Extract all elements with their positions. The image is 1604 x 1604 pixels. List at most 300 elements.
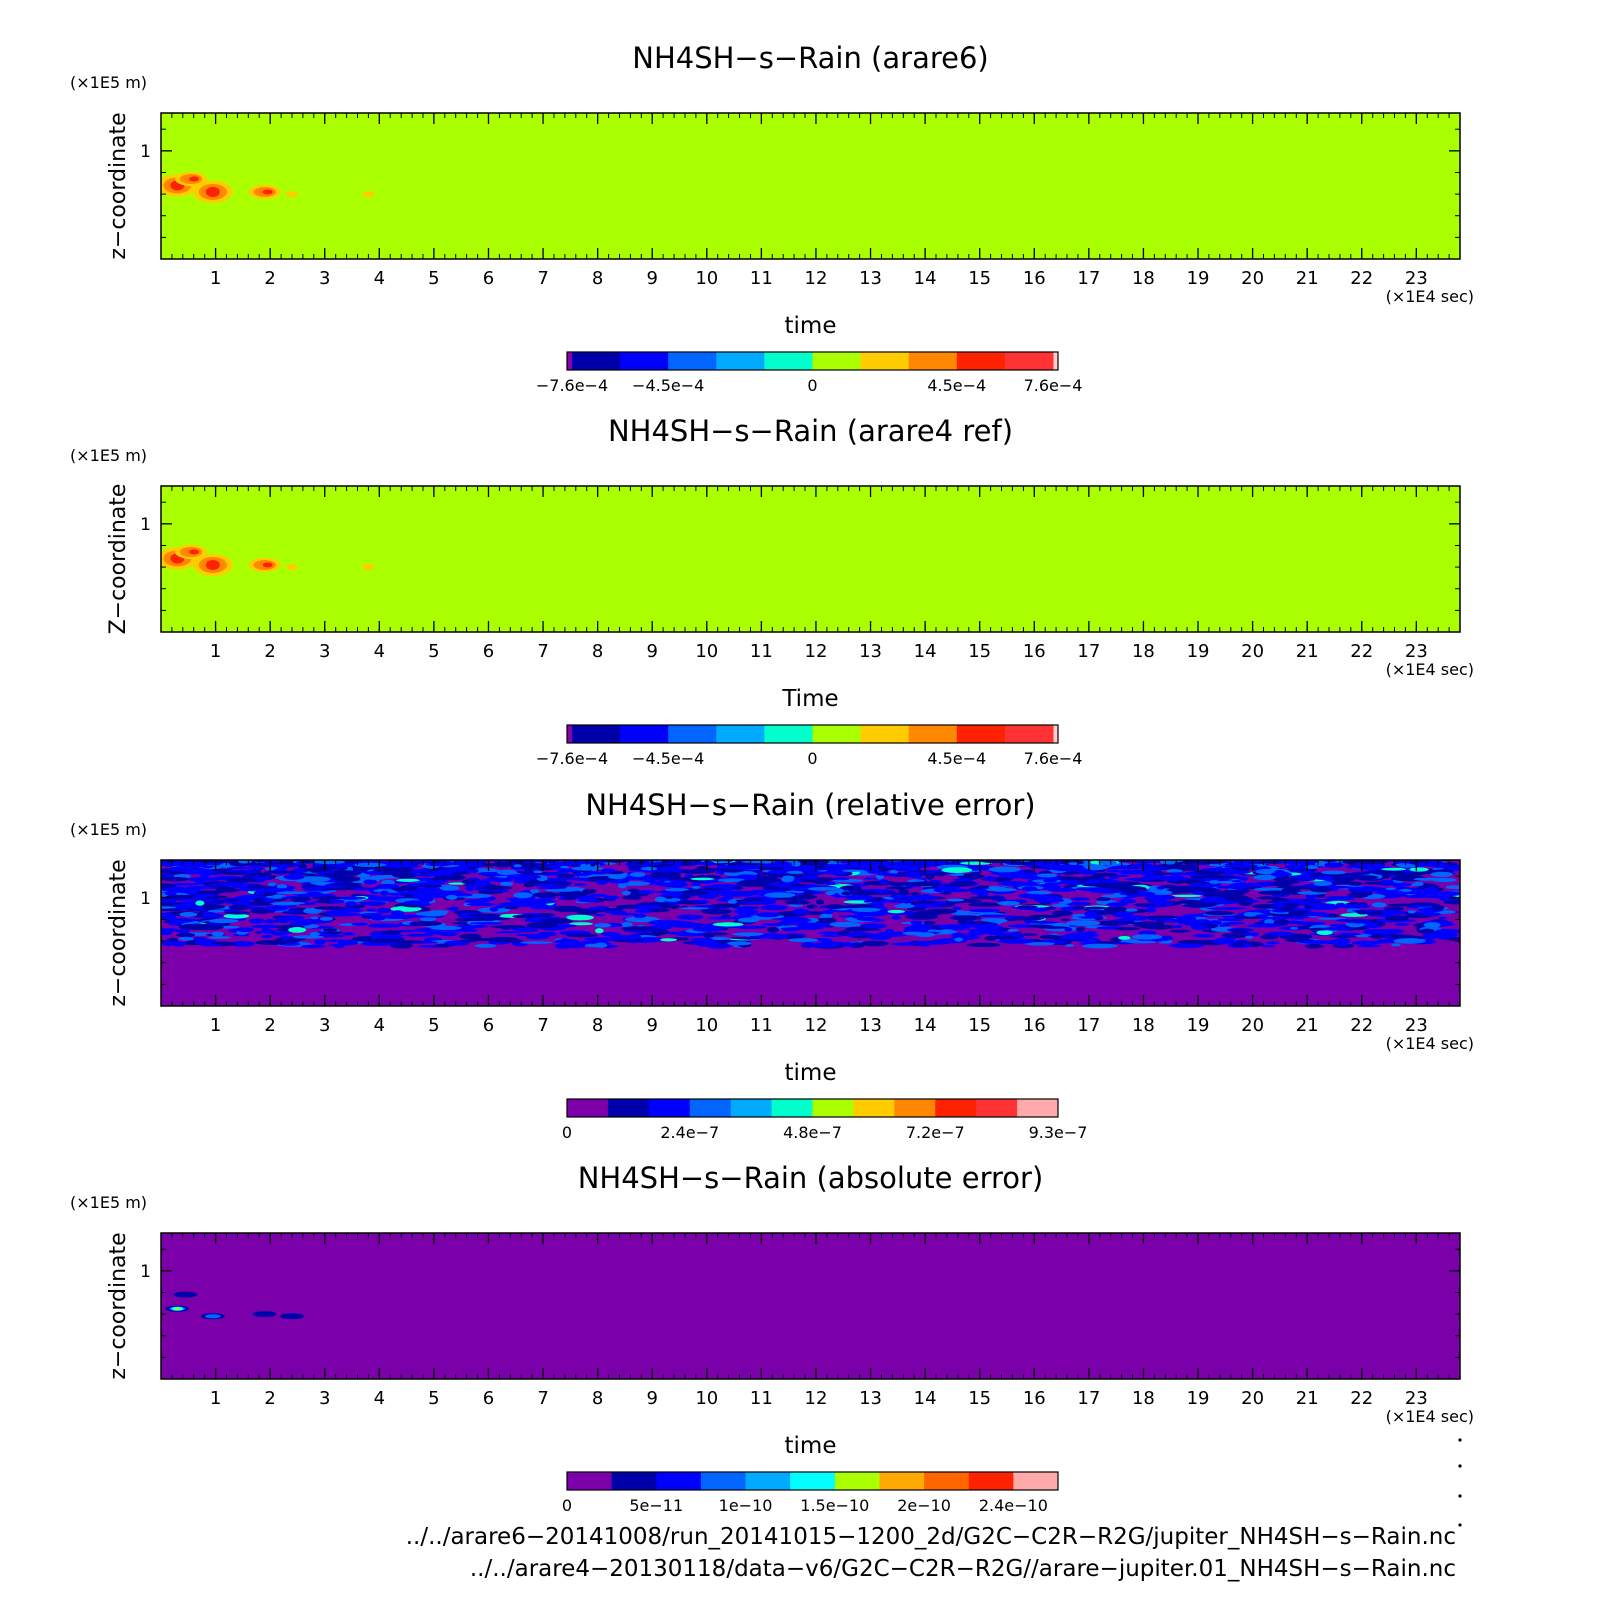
y-axis-label: z−coordinate bbox=[106, 1232, 131, 1380]
noise-mark bbox=[1012, 916, 1044, 920]
noise-mark bbox=[1221, 890, 1248, 895]
noise-mark bbox=[226, 878, 259, 883]
noise-mark bbox=[1351, 875, 1378, 880]
noise-mark bbox=[304, 884, 317, 887]
noise-mark bbox=[210, 869, 232, 871]
noise-mark bbox=[1310, 887, 1332, 893]
noise-mark bbox=[1170, 930, 1191, 933]
noise-mark bbox=[441, 885, 452, 887]
noise-mark bbox=[680, 895, 690, 899]
x-tick-label: 15 bbox=[968, 268, 992, 289]
noise-mark bbox=[997, 901, 1019, 906]
noise-mark bbox=[150, 906, 176, 909]
noise-mark bbox=[1209, 880, 1219, 884]
colorbar-tick-label: 0 bbox=[561, 1123, 573, 1142]
noise-mark bbox=[256, 890, 265, 895]
noise-mark bbox=[650, 875, 670, 879]
colorbar-swatch bbox=[764, 352, 813, 370]
noise-mark bbox=[411, 874, 441, 877]
noise-mark bbox=[969, 909, 1001, 913]
noise-mark bbox=[676, 915, 703, 920]
x-tick-label: 3 bbox=[319, 1388, 331, 1409]
contour-mark bbox=[206, 560, 220, 570]
colorbar-tick-label: 1.5e−10 bbox=[800, 1496, 870, 1515]
x-tick-label: 21 bbox=[1295, 1388, 1319, 1409]
noise-mark bbox=[830, 922, 861, 927]
decorative-dot bbox=[1458, 1464, 1461, 1467]
x-tick-label: 1 bbox=[209, 1388, 222, 1409]
noise-mark bbox=[793, 895, 818, 900]
noise-mark bbox=[594, 923, 611, 927]
noise-mark bbox=[1068, 862, 1079, 865]
x-tick-label: 23 bbox=[1404, 1015, 1428, 1036]
noise-mark bbox=[1176, 916, 1196, 922]
contour-mark bbox=[253, 1311, 277, 1317]
colorbar-swatch bbox=[1013, 1472, 1058, 1490]
noise-mark bbox=[924, 921, 936, 925]
noise-mark bbox=[820, 940, 834, 945]
noise-mark bbox=[1207, 920, 1222, 924]
noise-mark bbox=[1071, 878, 1097, 880]
noise-mark bbox=[1101, 895, 1127, 898]
x-axis-label: Time bbox=[782, 686, 839, 712]
y-axis-label: Z−coordinate bbox=[106, 483, 131, 635]
chart-title: NH4SH−s−Rain (absolute error) bbox=[577, 1161, 1044, 1195]
noise-mark bbox=[1232, 880, 1243, 882]
noise-mark bbox=[208, 919, 238, 923]
colorbar bbox=[562, 1099, 1088, 1142]
noise-mark bbox=[490, 925, 526, 928]
x-axis-label: time bbox=[784, 1433, 837, 1459]
noise-mark bbox=[1084, 907, 1107, 910]
noise-mark bbox=[832, 877, 849, 880]
noise-mark bbox=[795, 919, 812, 922]
noise-mark bbox=[933, 872, 947, 877]
plot-background bbox=[161, 1233, 1460, 1379]
x-tick-label: 7 bbox=[537, 1015, 549, 1036]
noise-mark bbox=[325, 884, 333, 886]
noise-mark bbox=[1182, 903, 1214, 907]
noise-mark bbox=[1040, 935, 1061, 940]
noise-mark bbox=[1330, 935, 1359, 938]
y-axis-label: z−coordinate bbox=[106, 859, 131, 1007]
noise-mark bbox=[263, 930, 276, 934]
panel-2 bbox=[70, 414, 1474, 768]
noise-mark bbox=[628, 941, 638, 944]
chart-title: NH4SH−s−Rain (arare6) bbox=[632, 41, 989, 75]
colorbar-swatch bbox=[894, 1099, 935, 1117]
noise-mark bbox=[1275, 903, 1285, 908]
colorbar-tick-label: 4.5e−4 bbox=[927, 376, 987, 395]
colorbar-swatch bbox=[1005, 352, 1054, 370]
noise-mark bbox=[1372, 902, 1387, 907]
noise-mark bbox=[808, 887, 840, 891]
colorbar-tick-label: 4.8e−7 bbox=[783, 1123, 842, 1142]
noise-mark bbox=[1381, 868, 1406, 871]
colorbar-swatch bbox=[620, 352, 669, 370]
noise-mark bbox=[497, 870, 517, 875]
x-tick-label: 7 bbox=[537, 641, 549, 662]
noise-mark bbox=[1098, 860, 1117, 865]
noise-mark bbox=[149, 916, 178, 919]
colorbar-tick-label: 2e−10 bbox=[897, 1496, 951, 1515]
colorbar-tick-label: 9.3e−7 bbox=[1028, 1123, 1088, 1142]
x-tick-label: 20 bbox=[1241, 268, 1265, 289]
colorbar-tick-label: 7.2e−7 bbox=[905, 1123, 965, 1142]
noise-mark bbox=[891, 943, 918, 946]
noise-mark bbox=[764, 892, 795, 898]
colorbar-swatch bbox=[746, 1472, 791, 1490]
noise-mark bbox=[1330, 924, 1347, 927]
noise-mark bbox=[1438, 917, 1447, 920]
noise-mark bbox=[892, 915, 901, 920]
noise-mark bbox=[382, 930, 401, 934]
x-tick-label: 9 bbox=[646, 641, 658, 662]
noise-mark bbox=[446, 907, 459, 910]
noise-mark bbox=[249, 902, 264, 906]
noise-mark bbox=[944, 884, 975, 887]
noise-mark bbox=[842, 942, 856, 947]
noise-mark bbox=[1336, 933, 1361, 936]
noise-mark bbox=[641, 867, 657, 871]
noise-mark bbox=[1043, 878, 1057, 882]
y-axis-unit: (×1E5 m) bbox=[70, 1193, 148, 1212]
noise-mark bbox=[824, 882, 837, 885]
noise-mark bbox=[1223, 923, 1232, 926]
panel-1 bbox=[70, 41, 1474, 395]
noise-mark bbox=[380, 891, 389, 896]
noise-mark bbox=[1388, 883, 1412, 887]
noise-mark bbox=[1339, 904, 1371, 908]
x-tick-label: 4 bbox=[373, 641, 386, 662]
noise-mark bbox=[918, 928, 928, 932]
x-tick-label: 12 bbox=[804, 268, 828, 289]
noise-mark bbox=[557, 874, 575, 879]
noise-mark bbox=[823, 910, 833, 914]
x-axis-unit: (×1E4 sec) bbox=[1385, 1034, 1474, 1053]
x-tick-label: 16 bbox=[1022, 641, 1046, 662]
noise-mark bbox=[161, 877, 189, 881]
colorbar-swatch bbox=[924, 1472, 969, 1490]
noise-mark bbox=[979, 915, 1010, 918]
colorbar-swatch bbox=[567, 1472, 612, 1490]
noise-mark bbox=[681, 890, 709, 896]
colorbar-swatch bbox=[716, 725, 765, 743]
x-tick-label: 21 bbox=[1295, 268, 1319, 289]
noise-mark bbox=[1177, 879, 1202, 882]
noise-mark bbox=[792, 861, 801, 866]
noise-mark bbox=[412, 882, 445, 885]
noise-mark bbox=[284, 910, 299, 913]
noise-mark bbox=[504, 907, 518, 910]
noise-mark bbox=[680, 870, 709, 874]
x-tick-label: 6 bbox=[482, 1015, 495, 1036]
noise-mark bbox=[368, 924, 402, 928]
noise-mark bbox=[195, 900, 204, 905]
noise-mark bbox=[738, 918, 760, 923]
noise-mark bbox=[760, 934, 790, 939]
noise-mark bbox=[455, 918, 470, 922]
colorbar-swatch bbox=[969, 1472, 1014, 1490]
noise-mark bbox=[857, 917, 878, 921]
x-tick-label: 6 bbox=[482, 1388, 495, 1409]
noise-mark bbox=[1037, 874, 1058, 878]
noise-mark bbox=[1357, 945, 1382, 947]
noise-mark bbox=[328, 883, 361, 886]
x-tick-label: 3 bbox=[319, 1015, 331, 1036]
noise-mark bbox=[601, 868, 616, 873]
noise-mark bbox=[478, 891, 503, 894]
noise-mark bbox=[741, 901, 775, 904]
noise-mark bbox=[954, 938, 963, 942]
noise-mark bbox=[633, 905, 662, 909]
noise-mark bbox=[360, 901, 387, 904]
contour-mark bbox=[280, 1313, 304, 1319]
x-tick-label: 19 bbox=[1186, 268, 1210, 289]
noise-mark bbox=[886, 887, 911, 890]
noise-mark bbox=[733, 932, 764, 936]
noise-mark bbox=[724, 890, 734, 895]
noise-mark bbox=[365, 876, 387, 880]
noise-mark bbox=[1288, 910, 1309, 915]
noise-mark bbox=[802, 875, 819, 880]
noise-mark bbox=[530, 905, 556, 909]
noise-mark bbox=[446, 895, 458, 900]
plot-background bbox=[161, 486, 1460, 632]
x-tick-label: 10 bbox=[695, 1015, 719, 1036]
x-tick-label: 5 bbox=[428, 1388, 440, 1409]
colorbar-swatch bbox=[813, 725, 862, 743]
noise-mark bbox=[503, 879, 512, 882]
noise-mark bbox=[1386, 890, 1405, 895]
noise-mark bbox=[255, 940, 287, 945]
noise-mark bbox=[1022, 886, 1037, 891]
x-tick-label: 14 bbox=[913, 641, 937, 662]
noise-mark bbox=[560, 938, 569, 942]
x-tick-label: 23 bbox=[1404, 268, 1428, 289]
x-tick-label: 6 bbox=[482, 268, 495, 289]
y-tick-label: 1 bbox=[140, 1261, 151, 1282]
noise-mark bbox=[1168, 865, 1198, 868]
x-tick-label: 16 bbox=[1022, 1015, 1046, 1036]
noise-mark bbox=[1045, 907, 1056, 910]
x-tick-label: 9 bbox=[646, 268, 658, 289]
noise-mark bbox=[1229, 929, 1253, 931]
noise-mark bbox=[312, 896, 343, 899]
noise-mark bbox=[500, 882, 513, 886]
x-tick-label: 4 bbox=[373, 1015, 386, 1036]
noise-mark bbox=[573, 873, 591, 876]
noise-mark bbox=[459, 934, 482, 940]
noise-mark bbox=[203, 911, 211, 916]
noise-mark bbox=[513, 892, 532, 898]
noise-mark bbox=[1261, 945, 1275, 948]
noise-mark bbox=[845, 895, 873, 901]
x-tick-label: 12 bbox=[804, 641, 828, 662]
x-tick-label: 15 bbox=[968, 1015, 992, 1036]
noise-mark bbox=[288, 927, 306, 933]
noise-mark bbox=[915, 910, 943, 916]
noise-mark bbox=[622, 926, 654, 931]
noise-mark bbox=[1424, 922, 1441, 928]
noise-mark bbox=[1365, 925, 1382, 928]
colorbar-swatch bbox=[612, 1472, 657, 1490]
noise-mark bbox=[1017, 905, 1038, 908]
colorbar-swatch bbox=[853, 1099, 894, 1117]
x-tick-label: 8 bbox=[591, 1388, 604, 1409]
x-tick-label: 10 bbox=[695, 1388, 719, 1409]
noise-mark bbox=[1043, 883, 1052, 888]
noise-mark bbox=[1321, 871, 1346, 875]
noise-mark bbox=[368, 938, 400, 943]
noise-mark bbox=[918, 942, 931, 947]
noise-mark bbox=[530, 889, 540, 893]
noise-mark bbox=[1413, 882, 1423, 886]
noise-mark bbox=[165, 891, 177, 895]
noise-mark bbox=[176, 933, 195, 937]
noise-mark bbox=[248, 918, 265, 923]
x-tick-label: 2 bbox=[264, 1015, 276, 1036]
x-tick-label: 7 bbox=[537, 268, 549, 289]
x-tick-label: 6 bbox=[482, 641, 495, 662]
noise-mark bbox=[1313, 881, 1332, 886]
x-axis-unit: (×1E4 sec) bbox=[1385, 660, 1474, 679]
noise-mark bbox=[806, 905, 818, 909]
noise-mark bbox=[1091, 883, 1127, 888]
x-tick-label: 10 bbox=[695, 268, 719, 289]
noise-mark bbox=[1385, 915, 1408, 921]
colorbar bbox=[536, 725, 1083, 768]
noise-mark bbox=[194, 894, 216, 897]
noise-mark bbox=[845, 927, 871, 932]
noise-mark bbox=[743, 907, 752, 911]
x-tick-label: 3 bbox=[319, 268, 331, 289]
noise-mark bbox=[703, 932, 715, 938]
colorbar bbox=[536, 352, 1083, 395]
noise-mark bbox=[1275, 919, 1289, 924]
noise-mark bbox=[1394, 938, 1426, 944]
noise-mark bbox=[1424, 912, 1441, 916]
noise-mark bbox=[652, 929, 670, 935]
colorbar-tick-label: 5e−11 bbox=[629, 1496, 684, 1515]
noise-mark bbox=[1254, 888, 1286, 891]
noise-mark bbox=[638, 890, 655, 894]
noise-mark bbox=[1350, 864, 1384, 870]
noise-mark bbox=[467, 903, 497, 906]
noise-mark bbox=[757, 917, 774, 920]
noise-mark bbox=[351, 923, 367, 926]
noise-mark bbox=[314, 860, 345, 864]
noise-mark bbox=[367, 909, 377, 912]
noise-mark bbox=[696, 941, 719, 946]
x-tick-label: 7 bbox=[537, 1388, 549, 1409]
noise-mark bbox=[842, 869, 860, 872]
noise-mark bbox=[1181, 887, 1217, 891]
noise-mark bbox=[803, 890, 813, 895]
x-tick-label: 11 bbox=[749, 1388, 773, 1409]
noise-mark bbox=[583, 910, 605, 913]
noise-mark bbox=[1101, 880, 1120, 884]
x-tick-label: 10 bbox=[695, 641, 719, 662]
noise-mark bbox=[304, 868, 332, 872]
x-tick-label: 12 bbox=[804, 1015, 828, 1036]
colorbar-tick-label: 0 bbox=[807, 376, 818, 395]
noise-mark bbox=[1409, 867, 1428, 871]
noise-mark bbox=[989, 867, 1021, 873]
y-axis-unit: (×1E5 m) bbox=[70, 73, 148, 92]
noise-mark bbox=[848, 891, 878, 896]
noise-mark bbox=[1163, 902, 1173, 905]
noise-mark bbox=[967, 943, 1001, 947]
noise-mark bbox=[521, 865, 538, 868]
noise-mark bbox=[907, 895, 939, 900]
colorbar-tick-label: 2.4e−10 bbox=[978, 1496, 1048, 1515]
noise-mark bbox=[1319, 875, 1333, 879]
noise-mark bbox=[335, 875, 356, 881]
noise-mark bbox=[1255, 914, 1269, 917]
noise-mark bbox=[224, 911, 250, 914]
noise-mark bbox=[396, 942, 412, 948]
noise-mark bbox=[265, 906, 288, 911]
x-axis-label: time bbox=[784, 313, 837, 339]
noise-mark bbox=[728, 900, 737, 904]
noise-mark bbox=[439, 933, 458, 937]
noise-mark bbox=[692, 927, 723, 932]
noise-mark bbox=[1107, 902, 1129, 906]
x-tick-label: 5 bbox=[428, 1015, 440, 1036]
noise-mark bbox=[1435, 929, 1462, 934]
noise-mark bbox=[173, 919, 203, 922]
noise-mark bbox=[1132, 934, 1163, 939]
noise-mark bbox=[818, 932, 839, 935]
noise-mark bbox=[462, 879, 476, 884]
noise-mark bbox=[611, 935, 642, 940]
noise-mark bbox=[1012, 873, 1030, 876]
x-tick-label: 2 bbox=[264, 641, 276, 662]
x-tick-label: 17 bbox=[1077, 1015, 1101, 1036]
noise-mark bbox=[638, 941, 650, 944]
noise-mark bbox=[292, 935, 324, 938]
noise-mark bbox=[1386, 888, 1396, 890]
colorbar-swatch bbox=[935, 1099, 976, 1117]
x-tick-label: 11 bbox=[749, 268, 773, 289]
x-tick-label: 11 bbox=[749, 641, 773, 662]
noise-mark bbox=[1201, 868, 1232, 871]
noise-mark bbox=[1371, 933, 1384, 939]
x-tick-label: 20 bbox=[1241, 1015, 1265, 1036]
noise-mark bbox=[255, 877, 272, 881]
x-tick-label: 17 bbox=[1077, 1388, 1101, 1409]
colorbar-tick-label: 1e−10 bbox=[718, 1496, 773, 1515]
noise-mark bbox=[1273, 879, 1300, 882]
noise-mark bbox=[566, 934, 598, 938]
noise-mark bbox=[338, 941, 354, 945]
panel-3 bbox=[70, 788, 1475, 1142]
noise-mark bbox=[1324, 862, 1343, 868]
noise-mark bbox=[1432, 905, 1445, 911]
noise-mark bbox=[1153, 873, 1172, 876]
noise-mark bbox=[1026, 921, 1059, 924]
noise-mark bbox=[578, 899, 600, 903]
noise-mark bbox=[1257, 923, 1281, 927]
noise-mark bbox=[1082, 944, 1118, 949]
noise-mark bbox=[396, 879, 420, 882]
colorbar-tick-label: 0 bbox=[807, 749, 818, 768]
noise-mark bbox=[567, 915, 594, 921]
noise-mark bbox=[1258, 917, 1288, 920]
noise-mark bbox=[741, 861, 775, 864]
noise-mark bbox=[953, 879, 974, 882]
